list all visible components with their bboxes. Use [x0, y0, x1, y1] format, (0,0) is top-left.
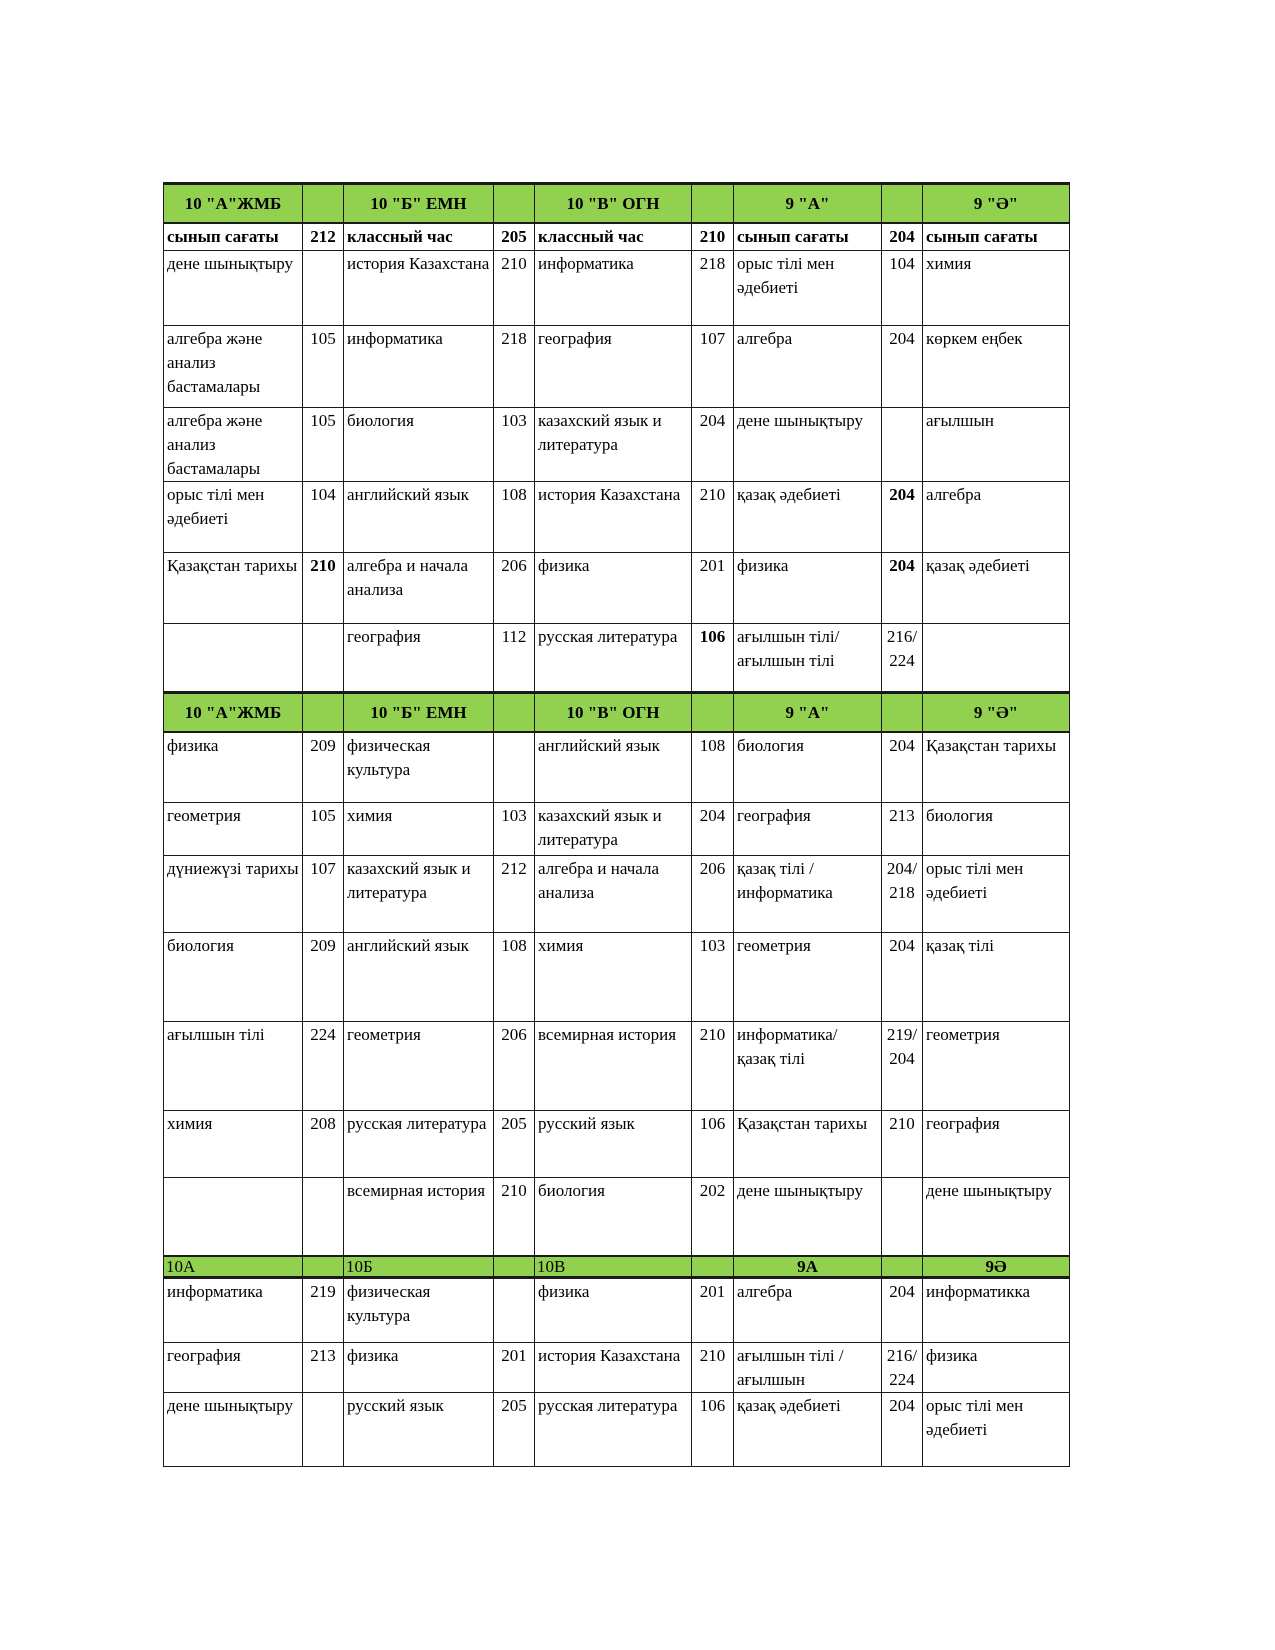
room-header	[692, 184, 734, 224]
subject-cell: орыс тілі мен әдебиеті	[164, 482, 303, 553]
room-cell: 104	[303, 482, 344, 553]
room-cell	[303, 624, 344, 693]
room-cell: 210	[692, 482, 734, 553]
room-cell: 219/ 204	[882, 1022, 923, 1111]
room-cell: 204	[692, 408, 734, 482]
subject-cell: геометрия	[164, 803, 303, 856]
room-cell: 204	[882, 732, 923, 803]
class-header: 10Б	[344, 1256, 494, 1278]
subject-cell: дене шынықтыру	[164, 1393, 303, 1467]
class-header: 10 "А"ЖМБ	[164, 693, 303, 733]
room-cell: 224	[303, 1022, 344, 1111]
subject-cell: қазақ әдебиеті	[734, 1393, 882, 1467]
subject-cell: история Казахстана	[535, 482, 692, 553]
subject-cell: информатика/ қазақ тілі	[734, 1022, 882, 1111]
room-cell: 210	[692, 223, 734, 251]
subject-cell: русская литература	[344, 1111, 494, 1178]
subject-cell: биология	[344, 408, 494, 482]
subject-cell: русский язык	[344, 1393, 494, 1467]
section-header-row	[164, 693, 1070, 733]
room-cell: 210	[303, 553, 344, 624]
room-cell: 206	[494, 553, 535, 624]
subject-cell: русская литература	[535, 1393, 692, 1467]
room-cell: 202	[692, 1178, 734, 1257]
room-cell: 103	[494, 408, 535, 482]
subject-cell: география	[344, 624, 494, 693]
subject-cell: физика	[164, 732, 303, 803]
subject-cell: русская литература	[535, 624, 692, 693]
subject-cell: всемирная история	[535, 1022, 692, 1111]
room-cell: 206	[692, 856, 734, 933]
subject-cell: алгебра	[923, 482, 1070, 553]
table-row	[164, 933, 1070, 1022]
room-cell: 208	[303, 1111, 344, 1178]
subject-cell: дүниежүзі тарихы	[164, 856, 303, 933]
subject-cell: Қазақстан тарихы	[734, 1111, 882, 1178]
room-cell: 205	[494, 1111, 535, 1178]
table-row	[164, 1022, 1070, 1111]
table-row	[164, 251, 1070, 326]
subject-cell: қазақ тілі / информатика	[734, 856, 882, 933]
subject-cell: физика	[535, 1278, 692, 1343]
room-cell	[303, 1178, 344, 1257]
subject-cell: физика	[535, 553, 692, 624]
section-header-row	[164, 1256, 1070, 1278]
room-cell: 105	[303, 803, 344, 856]
room-cell: 204	[882, 1278, 923, 1343]
subject-cell: география	[734, 803, 882, 856]
class-header: 9 "Ә"	[923, 184, 1070, 224]
subject-cell	[164, 624, 303, 693]
subject-cell: қазақ әдебиеті	[923, 553, 1070, 624]
subject-cell: физика	[344, 1343, 494, 1393]
subject-cell: биология	[535, 1178, 692, 1257]
room-cell: 204	[882, 482, 923, 553]
room-cell: 107	[692, 326, 734, 408]
room-cell: 209	[303, 933, 344, 1022]
class-header: 9 "Ә"	[923, 693, 1070, 733]
subject-cell: география	[164, 1343, 303, 1393]
room-cell: 204	[882, 326, 923, 408]
room-cell	[882, 408, 923, 482]
room-header	[882, 184, 923, 224]
class-header: 10 "Б" ЕМН	[344, 693, 494, 733]
subject-cell: физика	[923, 1343, 1070, 1393]
subject-cell: геометрия	[734, 933, 882, 1022]
room-cell: 204	[692, 803, 734, 856]
table-row	[164, 326, 1070, 408]
subject-cell: алгебра және анализ бастамалары	[164, 408, 303, 482]
class-header: 10 "Б" ЕМН	[344, 184, 494, 224]
table-row	[164, 1178, 1070, 1257]
subject-cell: химия	[164, 1111, 303, 1178]
table-row	[164, 624, 1070, 693]
class-header: 10 "В" ОГН	[535, 693, 692, 733]
table-row	[164, 408, 1070, 482]
room-header	[303, 693, 344, 733]
room-cell: 210	[692, 1343, 734, 1393]
subject-cell: орыс тілі мен әдебиеті	[923, 856, 1070, 933]
subject-cell: Қазақстан тарихы	[923, 732, 1070, 803]
schedule-table	[163, 182, 1070, 1467]
class-header: 9А	[734, 1256, 882, 1278]
room-cell: 108	[692, 732, 734, 803]
room-header	[692, 693, 734, 733]
room-cell: 205	[494, 223, 535, 251]
subject-cell: орыс тілі мен әдебиеті	[923, 1393, 1070, 1467]
subject-cell	[923, 624, 1070, 693]
room-cell: 219	[303, 1278, 344, 1343]
subject-cell: история Казахстана	[344, 251, 494, 326]
subject-cell: история Казахстана	[535, 1343, 692, 1393]
table-row	[164, 1343, 1070, 1393]
subject-cell: алгебра и начала анализа	[344, 553, 494, 624]
subject-cell: география	[535, 326, 692, 408]
subject-cell: биология	[164, 933, 303, 1022]
subject-cell: алгебра	[734, 1278, 882, 1343]
subject-cell: көркем еңбек	[923, 326, 1070, 408]
room-cell: 105	[303, 326, 344, 408]
table-row	[164, 1393, 1070, 1467]
table-row	[164, 732, 1070, 803]
room-cell: 218	[494, 326, 535, 408]
subject-cell: ағылшын тілі	[164, 1022, 303, 1111]
class-header: 10А	[164, 1256, 303, 1278]
subject-cell: сынып сағаты	[734, 223, 882, 251]
subject-cell: классный час	[535, 223, 692, 251]
room-cell: 204	[882, 933, 923, 1022]
room-cell: 210	[494, 251, 535, 326]
subject-cell: химия	[344, 803, 494, 856]
subject-cell: дене шынықтыру	[923, 1178, 1070, 1257]
subject-cell: ағылшын	[923, 408, 1070, 482]
room-cell: 216/ 224	[882, 1343, 923, 1393]
room-header	[494, 693, 535, 733]
subject-cell: информатикка	[923, 1278, 1070, 1343]
room-cell: 201	[494, 1343, 535, 1393]
room-cell: 105	[303, 408, 344, 482]
subject-cell: орыс тілі мен әдебиеті	[734, 251, 882, 326]
subject-cell: информатика	[535, 251, 692, 326]
room-cell	[494, 732, 535, 803]
room-header	[882, 1256, 923, 1278]
subject-cell: казахский язык и литература	[535, 408, 692, 482]
class-header: 10 "А"ЖМБ	[164, 184, 303, 224]
room-cell: 106	[692, 624, 734, 693]
room-cell: 108	[494, 933, 535, 1022]
room-cell	[303, 251, 344, 326]
room-cell: 210	[882, 1111, 923, 1178]
subject-cell: казахский язык и литература	[535, 803, 692, 856]
class-header: 10В	[535, 1256, 692, 1278]
table-row	[164, 1278, 1070, 1343]
subject-cell: физическая культура	[344, 1278, 494, 1343]
subject-cell: ағылшын тілі / ағылшын	[734, 1343, 882, 1393]
subject-cell: химия	[535, 933, 692, 1022]
subject-cell: сынып сағаты	[923, 223, 1070, 251]
subject-cell: дене шынықтыру	[164, 251, 303, 326]
subject-cell: русский язык	[535, 1111, 692, 1178]
subject-cell: дене шынықтыру	[734, 1178, 882, 1257]
room-cell: 103	[494, 803, 535, 856]
room-cell: 213	[303, 1343, 344, 1393]
subject-cell: алгебра	[734, 326, 882, 408]
room-header	[303, 184, 344, 224]
room-header	[494, 1256, 535, 1278]
subject-cell: английский язык	[344, 933, 494, 1022]
subject-cell: физическая культура	[344, 732, 494, 803]
room-cell	[882, 1178, 923, 1257]
subject-cell: физика	[734, 553, 882, 624]
table-row	[164, 553, 1070, 624]
room-header	[303, 1256, 344, 1278]
room-cell: 216/ 224	[882, 624, 923, 693]
room-cell: 210	[692, 1022, 734, 1111]
class-header: 9 "А"	[734, 184, 882, 224]
subject-cell: алгебра и начала анализа	[535, 856, 692, 933]
subject-cell: всемирная история	[344, 1178, 494, 1257]
room-cell: 212	[494, 856, 535, 933]
subject-cell: геометрия	[344, 1022, 494, 1111]
subject-cell: информатика	[164, 1278, 303, 1343]
room-cell: 213	[882, 803, 923, 856]
room-cell: 210	[494, 1178, 535, 1257]
room-header	[692, 1256, 734, 1278]
class-header: 9 "А"	[734, 693, 882, 733]
table-row	[164, 856, 1070, 933]
room-header	[494, 184, 535, 224]
subject-cell: геометрия	[923, 1022, 1070, 1111]
room-cell: 106	[692, 1393, 734, 1467]
subject-cell: информатика	[344, 326, 494, 408]
room-cell: 205	[494, 1393, 535, 1467]
room-cell: 107	[303, 856, 344, 933]
subject-cell: алгебра және анализ бастамалары	[164, 326, 303, 408]
room-header	[882, 693, 923, 733]
subject-cell: английский язык	[344, 482, 494, 553]
room-cell: 204/ 218	[882, 856, 923, 933]
room-cell: 218	[692, 251, 734, 326]
room-cell: 206	[494, 1022, 535, 1111]
room-cell: 204	[882, 553, 923, 624]
room-cell	[494, 1278, 535, 1343]
subject-cell: ағылшын тілі/ағылшын тілі	[734, 624, 882, 693]
table-row	[164, 1111, 1070, 1178]
subject-cell: казахский язык и литература	[344, 856, 494, 933]
room-cell: 201	[692, 1278, 734, 1343]
room-cell: 201	[692, 553, 734, 624]
subject-cell: Қазақстан тарихы	[164, 553, 303, 624]
room-cell: 104	[882, 251, 923, 326]
subject-cell: сынып сағаты	[164, 223, 303, 251]
homeroom-row	[164, 223, 1070, 251]
room-cell	[303, 1393, 344, 1467]
subject-cell: қазақ әдебиеті	[734, 482, 882, 553]
section-header-row	[164, 184, 1070, 224]
room-cell: 212	[303, 223, 344, 251]
room-cell: 108	[494, 482, 535, 553]
table-row	[164, 482, 1070, 553]
subject-cell	[164, 1178, 303, 1257]
subject-cell: география	[923, 1111, 1070, 1178]
subject-cell: классный час	[344, 223, 494, 251]
subject-cell: биология	[923, 803, 1070, 856]
room-cell: 103	[692, 933, 734, 1022]
subject-cell: қазақ тілі	[923, 933, 1070, 1022]
subject-cell: химия	[923, 251, 1070, 326]
room-cell: 204	[882, 1393, 923, 1467]
subject-cell: дене шынықтыру	[734, 408, 882, 482]
room-cell: 112	[494, 624, 535, 693]
class-header: 10 "В" ОГН	[535, 184, 692, 224]
room-cell: 204	[882, 223, 923, 251]
subject-cell: биология	[734, 732, 882, 803]
subject-cell: английский язык	[535, 732, 692, 803]
table-row	[164, 803, 1070, 856]
room-cell: 209	[303, 732, 344, 803]
class-header: 9Ә	[923, 1256, 1070, 1278]
room-cell: 106	[692, 1111, 734, 1178]
